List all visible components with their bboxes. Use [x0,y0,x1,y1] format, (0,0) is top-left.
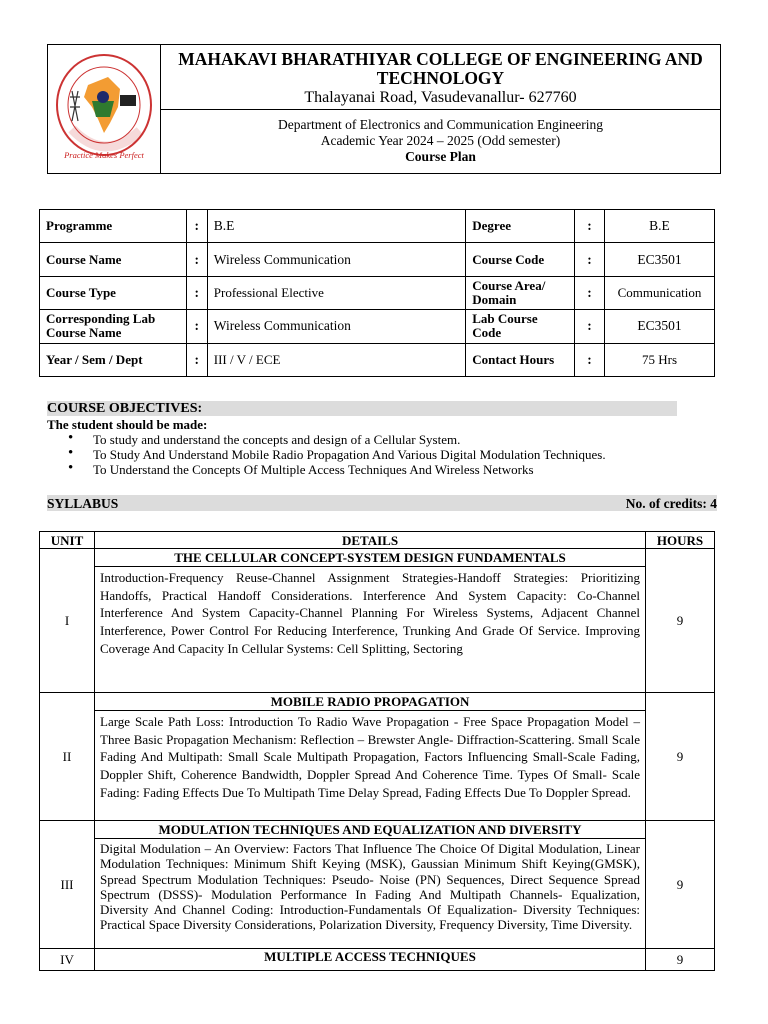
year-sem-dept-value: III / V / ECE [207,343,465,376]
course-area-label: Course Area/ Domain [466,276,575,309]
unit-number: II [40,693,95,821]
colon: : [186,243,207,276]
course-type-label: Course Type [40,276,187,309]
document-title: Course Plan [405,149,476,164]
unit-column-header: UNIT [40,532,95,549]
table-row [40,210,715,243]
unit-hours: 9 [646,693,715,821]
unit-number: I [40,549,95,693]
course-name-value: Wireless Communication [207,243,465,276]
colon: : [186,343,207,376]
college-address: Thalayanai Road, Vasudevanallur- 627760 [304,89,577,106]
degree-label: Degree [466,210,575,243]
colon: : [575,310,605,343]
syllabus-table [39,531,715,971]
unit-details: Introduction-Frequency Reuse-Channel Assignment Strategies-Handoff Strategies: Prioritizing Handoffs, Practical Handoff Considerations. Interference And System Capacity: Co-Channel Interference And System Capacity-Channel Planning For Wireless Systems, Adjacent Channel Interference, Power Control For Reducing Interference, Trunking And Grade Of Service. Improving Coverage And Capacity In Cellular Systems: Cell Splitting, Sectoring [95,567,646,693]
lab-course-code-label: Lab Course Code [466,310,575,343]
objectives-intro: The student should be made: [47,417,208,432]
course-code-value: EC3501 [605,243,715,276]
course-area-value: Communication [605,276,715,309]
list-item: • To Understand the Concepts Of Multiple Access Techniques And Wireless Networks [68,462,606,477]
syllabus-heading-bar [47,495,717,511]
document-header [47,44,721,174]
unit-details: Digital Modulation – An Overview: Factors That Influence The Choice Of Digital Modulation, Linear Modulation Techniques: Minimum Shift Keying (MSK), Gaussian Minimum Shift Keying(GMSK), Spread Spectrum Modulation Techniques: Pseudo- Noise (PN) Sequences, Direct Sequence Spread Spectrum (DSSS)- Modulation Performance In Fading And Multipath Channels- Equalization, Diversity And Channel Coding: Introduction-Fundamentals Of Equalization- Diversity Techniques: Practical Space Diversity Considerations, Polarization Diversity, Frequency Diversity, Time Diversity. [95,839,646,949]
course-type-value: Professional Elective [207,276,465,309]
unit-title: MOBILE RADIO PROPAGATION [95,693,646,711]
colon: : [186,310,207,343]
table-row [40,821,715,839]
table-row [40,711,715,821]
logo-motto: Practice Makes Perfect [64,150,144,160]
department-block [161,111,720,165]
unit-title: MULTIPLE ACCESS TECHNIQUES [95,949,646,971]
department-name: Department of Electronics and Communication Engineering [277,117,604,132]
colon: : [575,343,605,376]
year-sem-dept-label: Year / Sem / Dept [40,343,187,376]
table-row [40,949,715,971]
colon: : [186,276,207,309]
contact-hours-label: Contact Hours [466,343,575,376]
table-header-row [40,532,715,549]
unit-number: III [40,821,95,949]
table-row [40,276,715,309]
unit-title: MODULATION TECHNIQUES AND EQUALIZATION AND DIVERSITY [95,821,646,839]
college-name: MAHAKAVI BHARATHIYAR COLLEGE OF ENGINEERING AND TECHNOLOGY [178,49,703,88]
table-row [40,567,715,693]
hours-column-header: HOURS [646,532,715,549]
objectives-list [68,432,606,477]
colon: : [575,243,605,276]
details-column-header: DETAILS [95,532,646,549]
college-block [161,45,720,110]
degree-value: B.E [605,210,715,243]
unit-details: Large Scale Path Loss: Introduction To Radio Wave Propagation - Free Space Propagation Model – Three Basic Propagation Mechanism: Reflection – Brewster Angle- Diffraction-Scattering. Small Scale Fading And Multipath: Small Scale Multipath Propagation, Factors Influencing Small-Scale Fading, Doppler Shift, Coherence Bandwidth, Doppler Spread And Coherence Time. Types Of Small- Scale Fading: Fading Effects Due To Multipath Time Delay Spread, Fading Effects Due To Doppler Spread. [95,711,646,821]
list-item: • To Study And Understand Mobile Radio Propagation And Various Digital Modulation Techniques. [68,447,606,462]
table-row [40,839,715,949]
unit-hours: 9 [646,821,715,949]
table-row [40,243,715,276]
programme-value: B.E [207,210,465,243]
syllabus-heading: SYLLABUS [47,496,119,511]
college-logo [48,45,161,173]
unit-title: THE CELLULAR CONCEPT-SYSTEM DESIGN FUNDAMENTALS [95,549,646,567]
contact-hours-value: 75 Hrs [605,343,715,376]
colon: : [575,276,605,309]
lab-course-name-value: Wireless Communication [207,310,465,343]
lab-course-name-label: Corresponding Lab Course Name [40,310,187,343]
course-code-label: Course Code [466,243,575,276]
unit-hours: 9 [646,949,715,971]
colon: : [186,210,207,243]
table-row [40,310,715,343]
list-item: • To study and understand the concepts and design of a Cellular System. [68,432,606,447]
unit-number: IV [40,949,95,971]
academic-year: Academic Year 2024 – 2025 (Odd semester) [320,133,561,148]
course-name-label: Course Name [40,243,187,276]
course-objectives-heading: COURSE OBJECTIVES: [47,401,677,416]
table-row [40,343,715,376]
credits-count: No. of credits: 4 [625,496,717,511]
table-row [40,693,715,711]
course-info-table [39,209,715,377]
college-logo-image [48,45,160,173]
table-row [40,549,715,567]
unit-hours: 9 [646,549,715,693]
lab-course-code-value: EC3501 [605,310,715,343]
colon: : [575,210,605,243]
programme-label: Programme [40,210,187,243]
